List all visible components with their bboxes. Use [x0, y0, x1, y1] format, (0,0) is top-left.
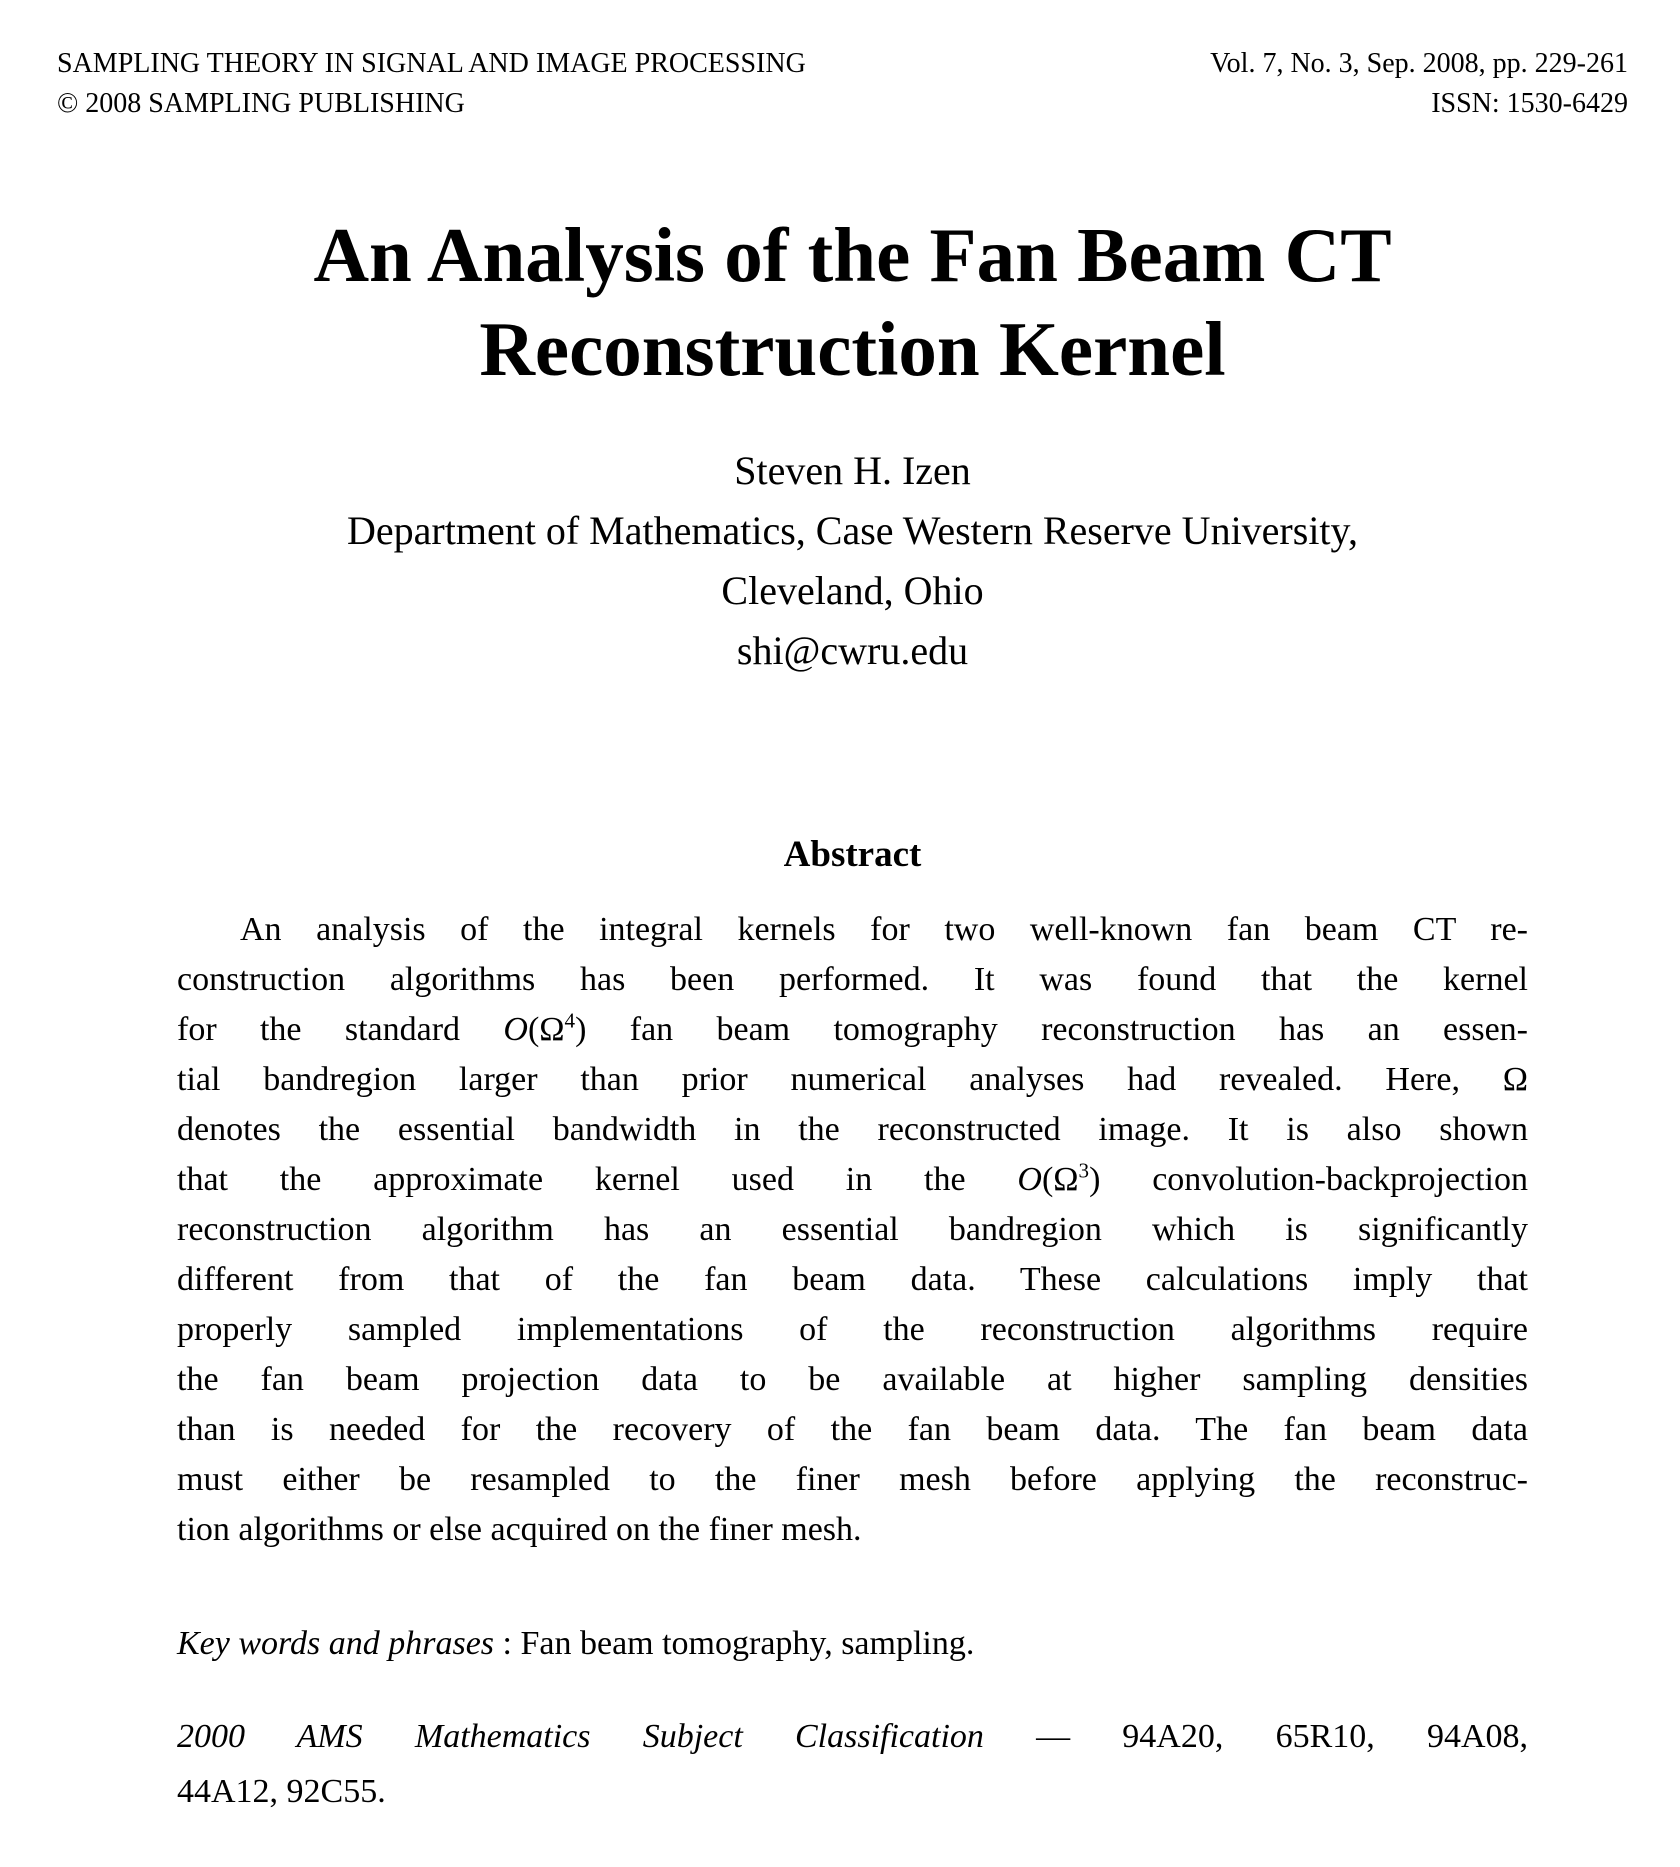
text-segment: : Fan beam tomography, sampling.	[494, 1625, 975, 1663]
superscript: 4	[564, 1008, 576, 1033]
abstract-line	[177, 1305, 1528, 1355]
journal-header	[0, 0, 1680, 124]
classification-line	[177, 1764, 1528, 1819]
title-line-1: An Analysis of the Fan Beam CT	[313, 211, 1392, 298]
text-segment: construction algorithms has been performed. It was found that the kernel	[177, 961, 1528, 999]
title-line-2: Reconstruction Kernel	[479, 306, 1226, 393]
text-segment: must either be resampled to the finer mesh before applying the reconstruc-	[177, 1461, 1528, 1499]
text-segment: that the approximate kernel used in the	[177, 1161, 1018, 1199]
abstract-line	[177, 1205, 1528, 1255]
abstract-body	[177, 905, 1528, 1555]
classification-line	[177, 1709, 1528, 1764]
text-segment: tion algorithms or else acquired on the finer mesh.	[177, 1511, 862, 1549]
abstract-line	[177, 1505, 1528, 1555]
journal-header-right	[1210, 44, 1628, 124]
text-segment: Key words and phrases	[177, 1625, 495, 1663]
text-segment: (Ω	[527, 1011, 565, 1049]
text-segment: properly sampled implementations of the reconstruction algorithms require	[177, 1311, 1528, 1349]
abstract-line	[177, 1055, 1528, 1105]
keywords-line	[177, 1619, 1528, 1669]
text-segment: tial bandregion larger than prior numerical analyses had revealed. Here, Ω	[177, 1061, 1528, 1099]
text-segment: 2000 AMS Mathematics Subject Classification	[177, 1718, 984, 1756]
author-block	[177, 441, 1528, 681]
text-segment: O	[1017, 1161, 1042, 1199]
abstract-line	[177, 1105, 1528, 1155]
journal-header-left	[57, 44, 806, 124]
author-email: shi@cwru.edu	[736, 627, 969, 673]
journal-name: SAMPLING THEORY IN SIGNAL AND IMAGE PROCESSING	[57, 48, 806, 79]
abstract-heading: Abstract	[783, 833, 922, 875]
text-segment: O	[503, 1011, 528, 1049]
text-segment: — 94A20, 65R10, 94A08,	[983, 1718, 1528, 1756]
text-segment: 44A12, 92C55.	[177, 1773, 386, 1811]
volume-info: Vol. 7, No. 3, Sep. 2008, pp. 229-261	[1210, 48, 1628, 79]
text-segment: ) convolution-backprojection	[1089, 1161, 1528, 1199]
text-segment: different from that of the fan beam data. These calculations imply that	[177, 1261, 1528, 1299]
paper-title	[177, 208, 1528, 397]
superscript: 3	[1078, 1158, 1090, 1183]
author-city: Cleveland, Ohio	[721, 567, 984, 613]
abstract-line	[177, 1155, 1528, 1205]
text-segment: An analysis of the integral kernels for two well-known fan beam CT re-	[240, 911, 1528, 949]
text-segment: denotes the essential bandwidth in the reconstructed image. It is also shown	[177, 1111, 1528, 1149]
text-segment: ) fan beam tomography reconstruction has an essen-	[575, 1011, 1528, 1049]
issn-line: ISSN: 1530-6429	[1431, 87, 1628, 119]
abstract-line	[177, 955, 1528, 1005]
abstract-line	[177, 1005, 1528, 1055]
text-segment: (Ω	[1041, 1161, 1079, 1199]
copyright-line: © 2008 SAMPLING PUBLISHING	[57, 87, 465, 119]
text-segment: for the standard	[177, 1011, 504, 1049]
abstract-line	[177, 1455, 1528, 1505]
classification-block	[177, 1709, 1528, 1819]
author-affiliation: Department of Mathematics, Case Western Reserve University,	[347, 507, 1358, 553]
text-segment: reconstruction algorithm has an essential bandregion which is significantly	[177, 1211, 1528, 1249]
abstract-line	[177, 905, 1528, 955]
text-segment: than is needed for the recovery of the fan beam data. The fan beam data	[177, 1411, 1528, 1449]
abstract-line	[177, 1355, 1528, 1405]
author-name: Steven H. Izen	[734, 447, 971, 493]
abstract-line	[177, 1405, 1528, 1455]
text-segment: the fan beam projection data to be available at higher sampling densities	[177, 1361, 1528, 1399]
abstract-line	[177, 1255, 1528, 1305]
